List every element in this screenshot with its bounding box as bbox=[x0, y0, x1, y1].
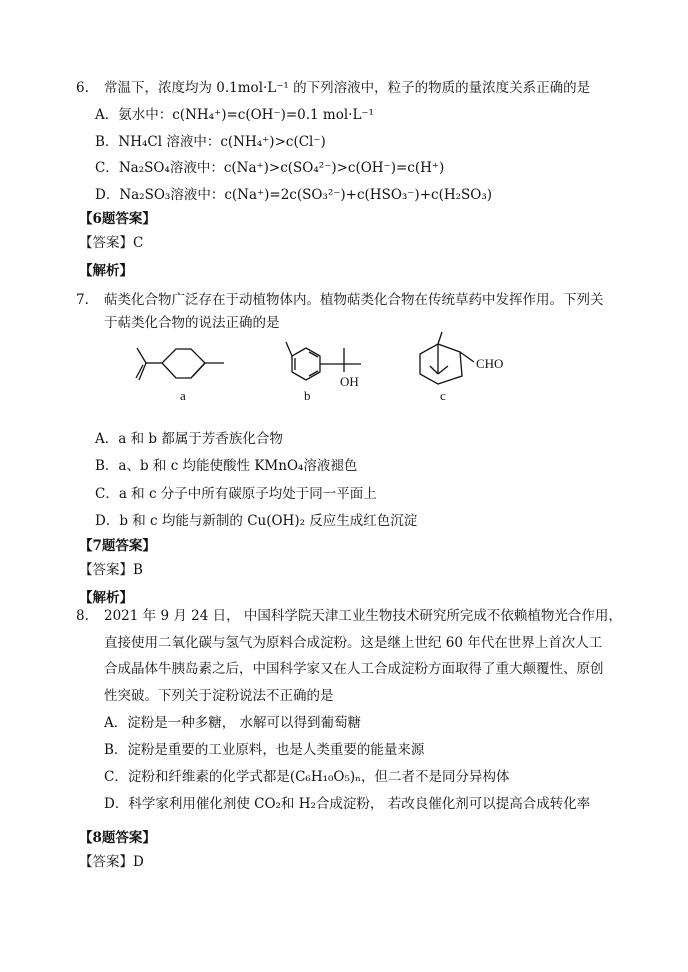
q6-stem: 常温下，浓度均为 0.1mol·L⁻¹ 的下列溶液中，粒子的物质的量浓度关系正确的是 bbox=[104, 80, 591, 96]
q7-stem-line1: 萜类化合物广泛存在于动植物体内。植物萜类化合物在传统草药中发挥作用。下列关 bbox=[104, 292, 604, 308]
q8-number: 8. bbox=[76, 608, 89, 624]
q7-answer-heading: 【7题答案】 bbox=[79, 538, 156, 554]
q6-number: 6. bbox=[76, 80, 89, 96]
q6-option-d: D．Na₂SO₃溶液中：c(Na⁺)=2c(SO₃²⁻)+c(HSO₃⁻)+c(H₂SO₃) bbox=[95, 187, 493, 203]
q6-option-b: B．NH₄Cl 溶液中：c(NH₄⁺)>c(Cl⁻) bbox=[95, 134, 326, 150]
q7-option-d: D．b 和 c 均能与新制的 Cu(OH)₂ 反应生成红色沉淀 bbox=[95, 513, 418, 529]
q8-stem-line3: 合成晶体牛胰岛素之后，中国科学家又在人工合成淀粉方面取得了重大颠覆性、原创 bbox=[104, 661, 604, 677]
q8-option-b: B．淀粉是重要的工业原料，也是人类重要的能量来源 bbox=[104, 742, 425, 758]
q7-analysis: 【解析】 bbox=[79, 590, 133, 606]
q6-option-c: C．Na₂SO₄溶液中：c(Na⁺)>c(SO₄²⁻)>c(OH⁻)=c(H⁺) bbox=[95, 160, 445, 176]
q8-option-c: C．淀粉和纤维素的化学式都是(C₆H₁₀O₅)ₙ，但二者不是同分异构体 bbox=[104, 769, 510, 785]
structure-c-cho: CHO bbox=[476, 356, 504, 371]
q6-answer-heading: 【6题答案】 bbox=[79, 211, 156, 227]
q8-option-a: A．淀粉是一种多糖， 水解可以得到葡萄糖 bbox=[104, 715, 362, 731]
q8-answer-heading: 【8题答案】 bbox=[79, 830, 156, 846]
structure-c bbox=[420, 332, 474, 384]
structure-b-oh: OH bbox=[340, 374, 359, 389]
q7-answer: 【答案】B bbox=[79, 562, 143, 578]
structure-c-label: c bbox=[440, 388, 446, 403]
q6-option-a: A．氨水中：c(NH₄⁺)=c(OH⁻)=0.1 mol·L⁻¹ bbox=[95, 107, 374, 123]
q6-answer: 【答案】C bbox=[79, 235, 144, 251]
q7-structures bbox=[0, 330, 688, 410]
structure-b-label: b bbox=[304, 388, 311, 403]
q7-stem-line2: 于萜类化合物的说法正确的是 bbox=[104, 315, 280, 331]
q7-number: 7. bbox=[76, 292, 89, 308]
q7-option-c: C．a 和 c 分子中所有碳原子均处于同一平面上 bbox=[95, 486, 377, 502]
structure-a-label: a bbox=[180, 388, 186, 403]
q8-option-d: D．科学家利用催化剂使 CO₂和 H₂合成淀粉， 若改良催化剂可以提高合成转化率 bbox=[104, 796, 591, 812]
q7-option-a: A．a 和 b 都属于芳香族化合物 bbox=[95, 431, 283, 447]
q8-stem-line1: 2021 年 9 月 24 日， 中国科学院天津工业生物技术研究所完成不依赖植物光合作用， bbox=[104, 608, 622, 624]
q6-analysis: 【解析】 bbox=[79, 263, 133, 279]
q8-stem-line2: 直接使用二氧化碳与氢气为原料合成淀粉。这是继上世纪 60 年代在世界上首次人工 bbox=[104, 635, 603, 651]
q7-option-b: B．a、b 和 c 均能使酸性 KMnO₄溶液褪色 bbox=[95, 458, 358, 474]
q8-answer: 【答案】D bbox=[79, 854, 144, 870]
structure-a bbox=[136, 348, 224, 380]
q8-stem-line4: 性突破。下列关于淀粉说法不正确的是 bbox=[104, 688, 334, 704]
